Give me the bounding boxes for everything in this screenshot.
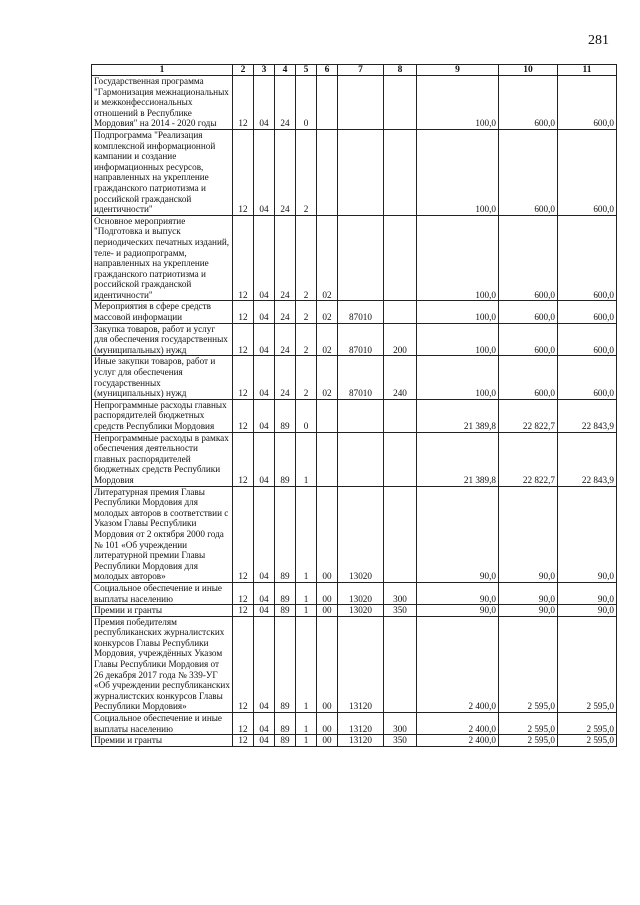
table-row [92, 713, 617, 735]
cell-c8: 350 [384, 735, 417, 747]
cell-c4: 24 [275, 129, 296, 215]
cell-c4: 89 [275, 399, 296, 432]
cell-c4: 89 [275, 605, 296, 617]
table-row [92, 735, 617, 747]
column-header: 10 [499, 65, 558, 76]
cell-c8 [384, 129, 417, 215]
cell-c4: 24 [275, 301, 296, 323]
column-header: 6 [317, 65, 338, 76]
column-header: 2 [233, 65, 254, 76]
cell-c5: 0 [296, 399, 317, 432]
row-name: Закупка товаров, работ и услуг для обеспечения государственных (муниципальных) нужд [92, 323, 233, 356]
cell-c10: 600,0 [499, 301, 558, 323]
cell-c5: 2 [296, 129, 317, 215]
cell-c7 [338, 399, 384, 432]
cell-c7: 13020 [338, 605, 384, 617]
cell-c7 [338, 432, 384, 486]
cell-c6 [317, 432, 338, 486]
cell-c6 [317, 129, 338, 215]
cell-c8 [384, 486, 417, 582]
cell-c10: 22 822,7 [499, 432, 558, 486]
cell-c3: 04 [254, 616, 275, 712]
cell-c2: 12 [233, 356, 254, 399]
cell-c2: 12 [233, 301, 254, 323]
budget-table [91, 64, 617, 747]
cell-c3: 04 [254, 582, 275, 604]
table-row [92, 129, 617, 215]
cell-c6: 00 [317, 616, 338, 712]
column-header: 11 [558, 65, 617, 76]
cell-c10: 600,0 [499, 129, 558, 215]
cell-c7: 13120 [338, 713, 384, 735]
cell-c9: 90,0 [417, 582, 499, 604]
cell-c7: 87010 [338, 356, 384, 399]
cell-c2: 12 [233, 399, 254, 432]
row-name: Премии и гранты [92, 735, 233, 747]
cell-c4: 24 [275, 215, 296, 301]
table-row [92, 399, 617, 432]
cell-c11: 90,0 [558, 486, 617, 582]
cell-c11: 22 843,9 [558, 432, 617, 486]
cell-c4: 89 [275, 582, 296, 604]
cell-c3: 04 [254, 713, 275, 735]
cell-c10: 2 595,0 [499, 616, 558, 712]
cell-c4: 24 [275, 356, 296, 399]
cell-c5: 1 [296, 486, 317, 582]
cell-c8 [384, 301, 417, 323]
table-row [92, 323, 617, 356]
table-row [92, 582, 617, 604]
cell-c9: 2 400,0 [417, 616, 499, 712]
cell-c6: 02 [317, 215, 338, 301]
cell-c5: 1 [296, 605, 317, 617]
cell-c5: 2 [296, 356, 317, 399]
cell-c11: 600,0 [558, 129, 617, 215]
cell-c11: 90,0 [558, 582, 617, 604]
cell-c6 [317, 76, 338, 130]
cell-c3: 04 [254, 76, 275, 130]
cell-c7: 13120 [338, 735, 384, 747]
cell-c8 [384, 76, 417, 130]
column-header: 9 [417, 65, 499, 76]
cell-c10: 90,0 [499, 486, 558, 582]
column-header: 8 [384, 65, 417, 76]
row-name: Мероприятия в сфере средств массовой информации [92, 301, 233, 323]
cell-c5: 1 [296, 735, 317, 747]
cell-c4: 24 [275, 323, 296, 356]
cell-c10: 22 822,7 [499, 399, 558, 432]
cell-c5: 1 [296, 616, 317, 712]
row-name: Основное мероприятие "Подготовка и выпуск периодических печатных изданий, теле- и радиопрограмм, направленных на укрепление гражданского патриотизма и российской гражданской идентичности" [92, 215, 233, 301]
cell-c2: 12 [233, 323, 254, 356]
cell-c2: 12 [233, 215, 254, 301]
table-row [92, 432, 617, 486]
row-name: Подпрограмма "Реализация комплексной информационной кампании и создание информационных ресурсов, направленных на укрепление гражданского патриотизма и российской гражданской идентичности" [92, 129, 233, 215]
cell-c11: 2 595,0 [558, 616, 617, 712]
column-header: 4 [275, 65, 296, 76]
cell-c8 [384, 399, 417, 432]
cell-c8: 350 [384, 605, 417, 617]
cell-c4: 89 [275, 486, 296, 582]
cell-c2: 12 [233, 713, 254, 735]
cell-c2: 12 [233, 582, 254, 604]
cell-c3: 04 [254, 432, 275, 486]
cell-c10: 600,0 [499, 356, 558, 399]
row-name: Литературная премия Главы Республики Мордовия для молодых авторов в соответствии с Указом Главы Республики Мордовия от 2 октября 2000 года № 101 «Об учреждении литературной премии Главы Республики Мордовия для молодых авторов» [92, 486, 233, 582]
cell-c2: 12 [233, 616, 254, 712]
cell-c6: 00 [317, 735, 338, 747]
cell-c8: 240 [384, 356, 417, 399]
cell-c5: 1 [296, 582, 317, 604]
cell-c7 [338, 129, 384, 215]
table-row [92, 486, 617, 582]
cell-c3: 04 [254, 129, 275, 215]
cell-c11: 600,0 [558, 356, 617, 399]
cell-c2: 12 [233, 486, 254, 582]
cell-c9: 2 400,0 [417, 735, 499, 747]
row-name: Иные закупки товаров, работ и услуг для обеспечения государственных (муниципальных) нужд [92, 356, 233, 399]
cell-c9: 100,0 [417, 323, 499, 356]
cell-c6: 02 [317, 323, 338, 356]
cell-c5: 2 [296, 215, 317, 301]
column-header: 5 [296, 65, 317, 76]
cell-c4: 89 [275, 713, 296, 735]
cell-c9: 100,0 [417, 301, 499, 323]
cell-c3: 04 [254, 399, 275, 432]
cell-c6: 02 [317, 301, 338, 323]
cell-c11: 22 843,9 [558, 399, 617, 432]
page-number: 281 [588, 33, 609, 48]
cell-c6: 00 [317, 713, 338, 735]
cell-c6: 00 [317, 605, 338, 617]
cell-c8: 200 [384, 323, 417, 356]
cell-c10: 2 595,0 [499, 713, 558, 735]
cell-c9: 21 389,8 [417, 432, 499, 486]
cell-c7 [338, 76, 384, 130]
cell-c11: 2 595,0 [558, 735, 617, 747]
cell-c8: 300 [384, 713, 417, 735]
table-row [92, 616, 617, 712]
cell-c3: 04 [254, 323, 275, 356]
cell-c2: 12 [233, 129, 254, 215]
cell-c5: 1 [296, 713, 317, 735]
column-header: 1 [92, 65, 233, 76]
cell-c5: 2 [296, 323, 317, 356]
row-name: Премия победителям республиканских журналистских конкурсов Главы Республики Мордовия, учреждённых Указом Главы Республики Мордовия от 26 декабря 2017 года № 339-УГ «Об учреждении республиканских журналистских конкурсов Главы Республики Мордовия» [92, 616, 233, 712]
cell-c2: 12 [233, 432, 254, 486]
cell-c10: 600,0 [499, 215, 558, 301]
cell-c8 [384, 616, 417, 712]
cell-c9: 2 400,0 [417, 713, 499, 735]
cell-c9: 100,0 [417, 215, 499, 301]
cell-c11: 600,0 [558, 215, 617, 301]
cell-c2: 12 [233, 605, 254, 617]
cell-c4: 89 [275, 616, 296, 712]
cell-c3: 04 [254, 356, 275, 399]
cell-c4: 89 [275, 432, 296, 486]
cell-c7: 87010 [338, 301, 384, 323]
cell-c2: 12 [233, 76, 254, 130]
cell-c4: 89 [275, 735, 296, 747]
cell-c7: 13120 [338, 616, 384, 712]
row-name: Социальное обеспечение и иные выплаты населению [92, 713, 233, 735]
column-header: 3 [254, 65, 275, 76]
cell-c10: 90,0 [499, 582, 558, 604]
cell-c10: 2 595,0 [499, 735, 558, 747]
row-name: Непрограммные расходы в рамках обеспечения деятельности главных распорядителей бюджетных средств Республики Мордовия [92, 432, 233, 486]
cell-c6: 02 [317, 356, 338, 399]
row-name: Непрограммные расходы главных распорядителей бюджетных средств Республики Мордовия [92, 399, 233, 432]
cell-c9: 21 389,8 [417, 399, 499, 432]
cell-c8: 300 [384, 582, 417, 604]
table-row [92, 301, 617, 323]
cell-c7: 87010 [338, 323, 384, 356]
cell-c7: 13020 [338, 486, 384, 582]
cell-c3: 04 [254, 301, 275, 323]
cell-c5: 2 [296, 301, 317, 323]
cell-c9: 100,0 [417, 356, 499, 399]
row-name: Премии и гранты [92, 605, 233, 617]
cell-c11: 2 595,0 [558, 713, 617, 735]
cell-c9: 90,0 [417, 486, 499, 582]
cell-c7 [338, 215, 384, 301]
row-name: Государственная программа "Гармонизация межнациональных и межконфессиональных отношений в Республике Мордовия" на 2014 - 2020 годы [92, 76, 233, 130]
table-row [92, 215, 617, 301]
cell-c2: 12 [233, 735, 254, 747]
cell-c6 [317, 399, 338, 432]
table-row [92, 605, 617, 617]
cell-c6: 00 [317, 582, 338, 604]
header-row [92, 65, 617, 76]
cell-c3: 04 [254, 486, 275, 582]
cell-c9: 100,0 [417, 76, 499, 130]
cell-c10: 600,0 [499, 76, 558, 130]
cell-c3: 04 [254, 605, 275, 617]
cell-c10: 600,0 [499, 323, 558, 356]
cell-c11: 90,0 [558, 605, 617, 617]
column-header: 7 [338, 65, 384, 76]
cell-c6: 00 [317, 486, 338, 582]
cell-c3: 04 [254, 735, 275, 747]
cell-c9: 100,0 [417, 129, 499, 215]
cell-c11: 600,0 [558, 323, 617, 356]
cell-c5: 1 [296, 432, 317, 486]
cell-c4: 24 [275, 76, 296, 130]
cell-c5: 0 [296, 76, 317, 130]
cell-c10: 90,0 [499, 605, 558, 617]
row-name: Социальное обеспечение и иные выплаты населению [92, 582, 233, 604]
table-row [92, 356, 617, 399]
cell-c3: 04 [254, 215, 275, 301]
table-row [92, 76, 617, 130]
cell-c11: 600,0 [558, 76, 617, 130]
cell-c11: 600,0 [558, 301, 617, 323]
cell-c7: 13020 [338, 582, 384, 604]
cell-c9: 90,0 [417, 605, 499, 617]
cell-c8 [384, 432, 417, 486]
cell-c8 [384, 215, 417, 301]
